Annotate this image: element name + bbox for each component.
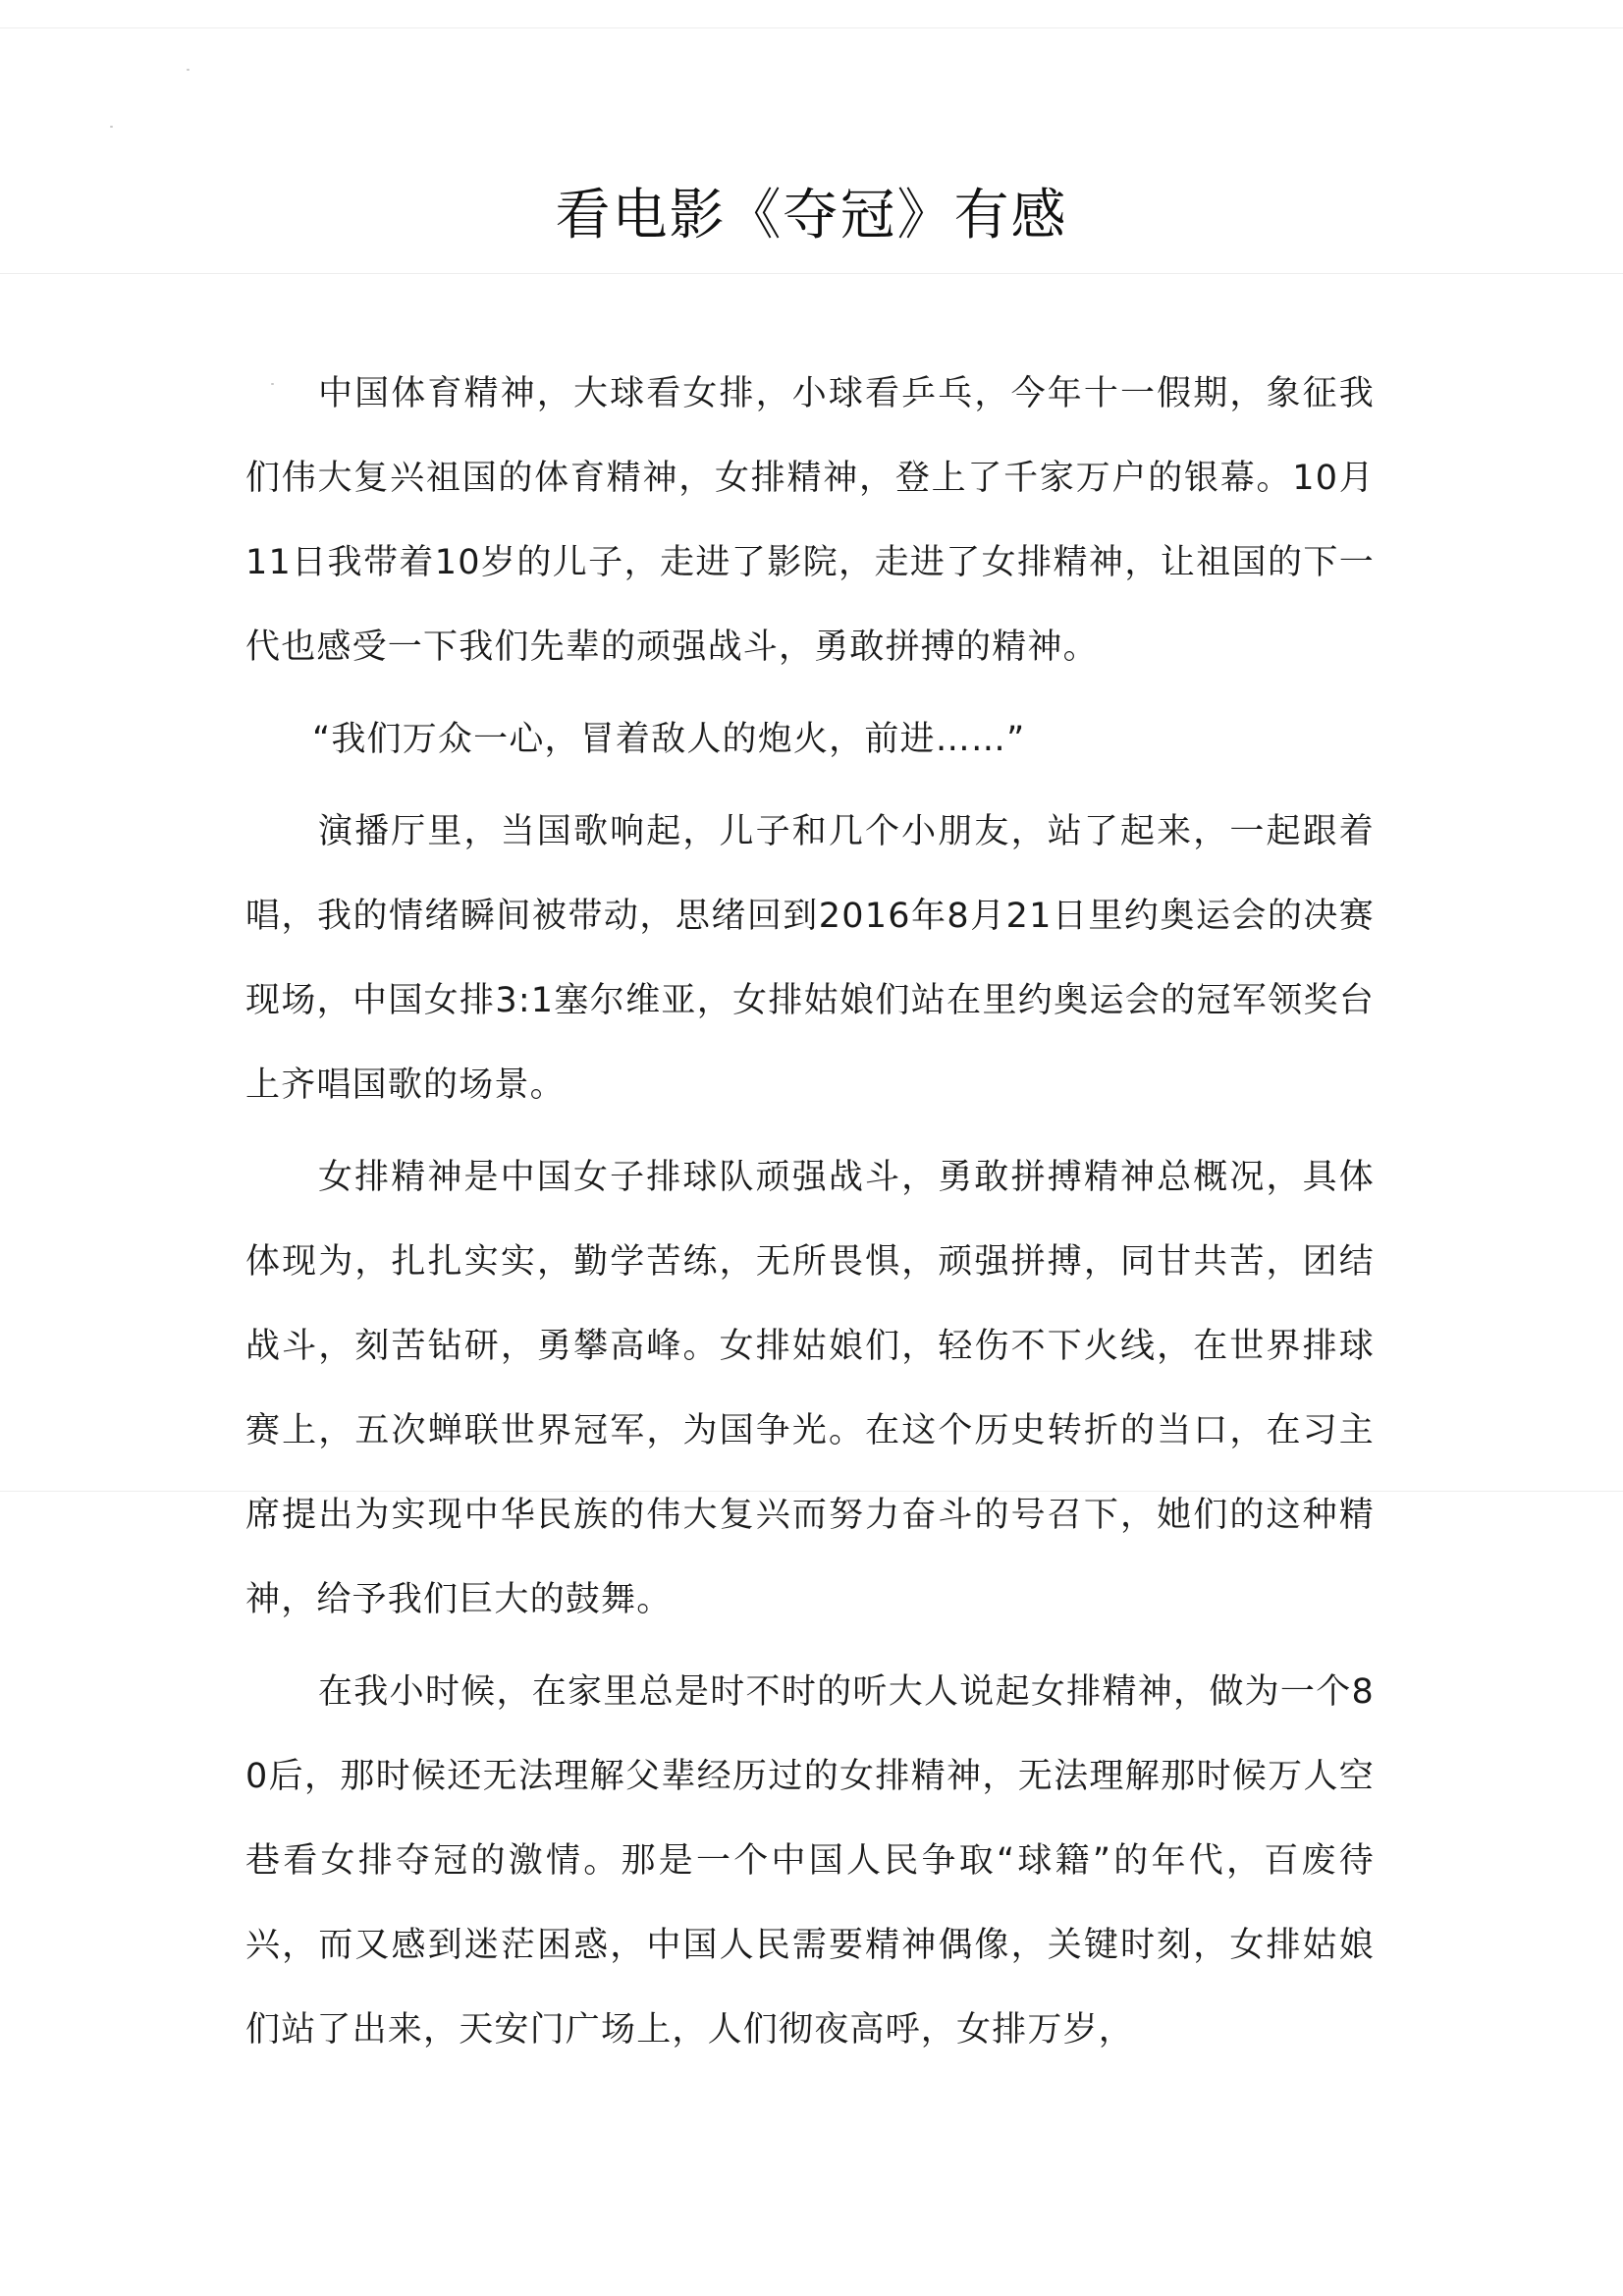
paragraph-childhood: 在我小时候，在家里总是时不时的听大人说起女排精神，做为一个80后，那时候还无法理解父辈经历过的女排精神，无法理解那时候万人空巷看女排夺冠的激情。那是一个中国人民争取“球籍”的年代，百废待兴，而又感到迷茫困惑，中国人民需要精神偶像，关键时刻，女排姑娘们站了出来，天安门广场上，人们彻夜高呼，女排万岁， (245, 1672, 1375, 2050)
paragraph-spirit: 女排精神是中国女子排球队顽强战斗，勇敢拼搏精神总概况，具体体现为，扎扎实实，勤学苦练，无所畏惧，顽强拼搏，同甘共苦，团结战斗，刻苦钻研，勇攀高峰。女排姑娘们，轻伤不下火线，在世界排球赛上，五次蝉联世界冠军，为国争光。在这个历史转折的当口，在习主席提出为实现中华民族的伟大复兴而努力奋斗的号召下，她们的这种精神，给予我们巨大的鼓舞。 (245, 1158, 1375, 1619)
document-title: 看电影《夺冠》有感 (555, 184, 1068, 247)
scan-speck (110, 126, 113, 128)
scan-artifact-line (0, 27, 1623, 28)
scan-artifact-line (0, 273, 1623, 274)
paragraph-intro: 中国体育精神，大球看女排，小球看乒乓，今年十一假期，象征我们伟大复兴祖国的体育精神，女排精神，登上了千家万户的银幕。10月11日我带着10岁的儿子，走进了影院，走进了女排精神，让祖国的下一代也感受一下我们先辈的顽强战斗，勇敢拼搏的精神。 (245, 374, 1375, 667)
scan-speck (187, 69, 189, 71)
paragraph-anthem-quote: “我们万众一心，冒着敌人的炮火，前进……” (312, 720, 1026, 759)
paragraph-cinema: 演播厅里，当国歌响起，儿子和几个小朋友，站了起来，一起跟着唱，我的情绪瞬间被带动，思绪回到2016年8月21日里约奥运会的决赛现场，中国女排3:1塞尔维亚，女排姑娘们站在里约奥运会的冠军领奖台上齐唱国歌的场景。 (245, 812, 1375, 1105)
document-body (245, 352, 1375, 2080)
